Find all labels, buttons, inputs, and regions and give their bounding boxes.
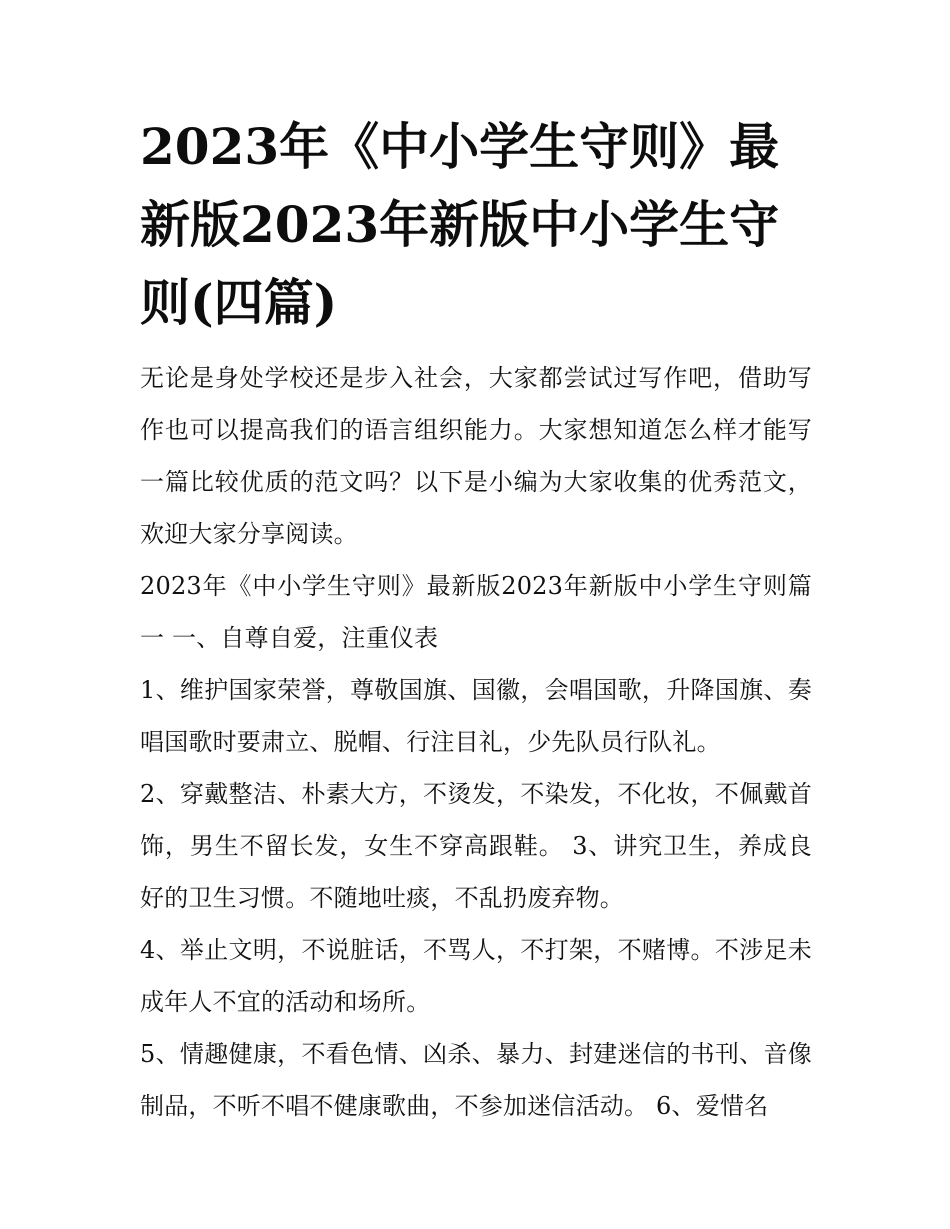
rule-paragraph-2: 2、穿戴整洁、朴素大方，不烫发，不染发，不化妆，不佩戴首饰，男生不留长发，女生不穿高跟鞋。 3、讲究卫生，养成良好的卫生习惯。不随地吐痰，不乱扔废弃物。 [140, 780, 812, 912]
rule-paragraph-1: 1、维护国家荣誉，尊敬国旗、国徽，会唱国歌，升降国旗、奏唱国歌时要肃立、脱帽、行注目礼，少先队员行队礼。 [140, 676, 812, 756]
rule-paragraph-4: 4、举止文明，不说脏话，不骂人，不打架，不赌博。不涉足未成年人不宜的活动和场所。 [140, 936, 812, 1016]
document-body [140, 352, 812, 1132]
document-title: 2023年《中小学生守则》最新版2023年新版中小学生守则(四篇) [140, 117, 780, 332]
rule-paragraph-5: 5、情趣健康，不看色情、凶杀、暴力、封建迷信的书刊、音像制品，不听不唱不健康歌曲，不参加迷信活动。 6、爱惜名 [140, 1040, 812, 1120]
intro-paragraph: 无论是身处学校还是步入社会，大家都尝试过写作吧，借助写作也可以提高我们的语言组织能力。大家想知道怎么样才能写一篇比较优质的范文吗？以下是小编为大家收集的优秀范文，欢迎大家分享阅读。 [140, 364, 812, 548]
section-heading: 2023年《中小学生守则》最新版2023年新版中小学生守则篇一 一、自尊自爱，注重仪表 [140, 572, 812, 652]
document-page [140, 108, 812, 1132]
